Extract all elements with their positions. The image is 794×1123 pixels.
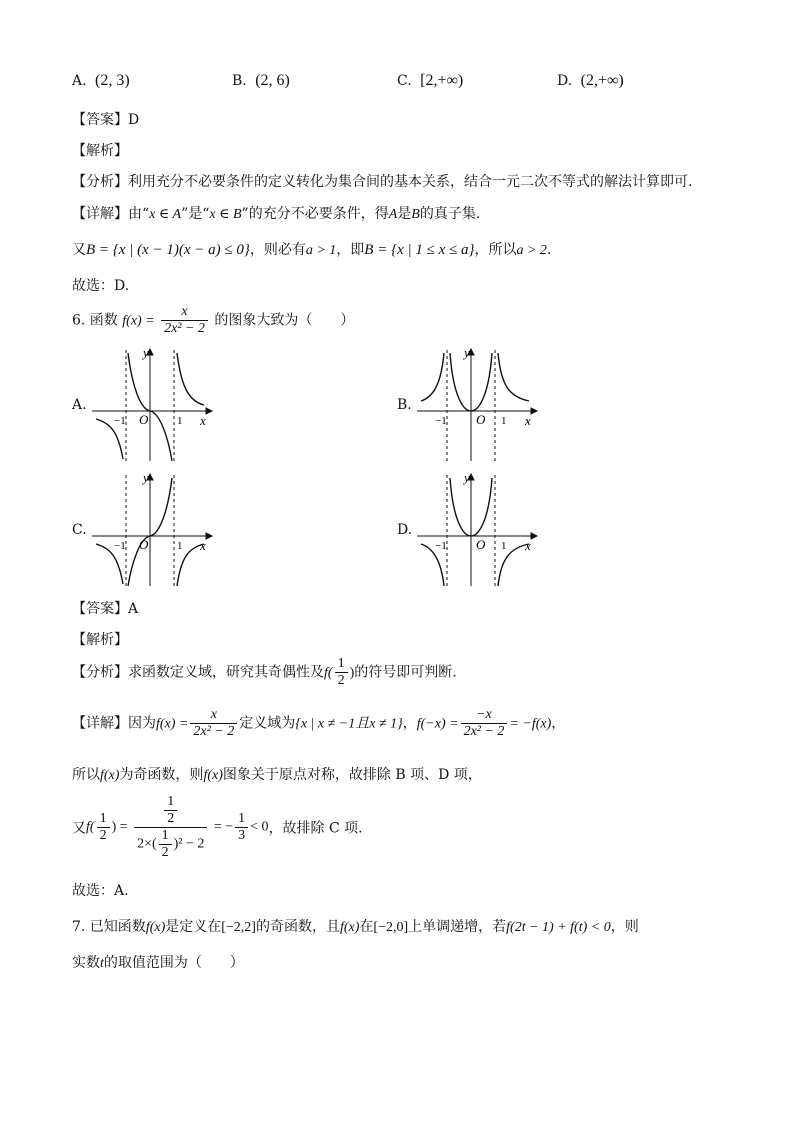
origin-label: O	[476, 412, 486, 427]
option-value: (2,+∞)	[580, 72, 624, 89]
q7-line2	[72, 952, 244, 972]
math: [−2,0]	[373, 920, 409, 935]
text: 求函数定义域，研究其奇偶性及	[128, 664, 324, 681]
math: B = {x | 1 ≤ x ≤ a}	[364, 242, 475, 258]
text: .	[546, 242, 552, 258]
denominator: 2	[99, 828, 107, 843]
text: 又	[72, 820, 86, 837]
numerator: 1	[235, 811, 248, 828]
option-value: (2, 6)	[255, 72, 290, 89]
math: A	[388, 207, 398, 222]
q6-line4	[72, 794, 363, 861]
math: x ∈ A	[149, 207, 182, 222]
text: 的真子集.	[419, 206, 481, 222]
tick-neg-one: −1	[114, 540, 126, 552]
math: [−2,2]	[221, 920, 256, 935]
fraction	[461, 707, 508, 740]
math: f(x)	[339, 920, 360, 935]
option-letter: A.	[72, 73, 87, 89]
math: f(x) =	[122, 313, 155, 329]
denominator: 3	[238, 828, 246, 843]
fenxi-text: 利用充分不必要条件的定义转化为集合间的基本关系，结合一元二次不等式的解法计算即可.	[128, 174, 693, 190]
q5-jiexi-line	[72, 140, 128, 160]
fraction	[190, 707, 237, 740]
graph-d	[413, 470, 543, 590]
text: 2×(	[137, 836, 157, 852]
graph-c	[88, 470, 218, 590]
option-value: (2, 3)	[95, 72, 130, 89]
q5-option-d	[557, 72, 624, 90]
text: ，则	[610, 919, 639, 935]
math: f(2t − 1) + f(t) < 0	[506, 920, 611, 935]
graph-b	[413, 345, 543, 465]
text: )² − 2	[173, 836, 205, 852]
q6-stem	[72, 304, 354, 337]
math: f(x)	[203, 768, 223, 783]
fraction	[235, 811, 248, 844]
text: ，故排除 C 项.	[268, 820, 363, 837]
y-axis-label: y	[464, 345, 470, 360]
text: 的奇函数，且	[255, 919, 340, 935]
jiexi-tag: 【解析】	[72, 143, 128, 159]
text: ，	[402, 715, 417, 732]
math: f(−x) =	[416, 716, 459, 732]
xiangjie-tag: 【详解】	[72, 206, 128, 222]
option-letter: B.	[232, 73, 247, 89]
origin-label: O	[476, 537, 486, 552]
math: x ∈ B	[209, 207, 242, 222]
math: = −	[213, 819, 234, 835]
tick-one: 1	[177, 540, 183, 552]
y-axis-label: y	[143, 470, 149, 485]
denominator: 2x² − 2	[164, 321, 205, 336]
fraction	[159, 828, 172, 861]
text: 是	[397, 206, 412, 222]
text: 7. 已知函数	[72, 919, 146, 935]
numerator: x	[161, 304, 208, 321]
x-axis-label: x	[525, 413, 531, 428]
numerator: 1	[335, 656, 348, 673]
fenxi-tag: 【分析】	[72, 664, 128, 681]
tick-neg-one: −1	[114, 415, 126, 427]
text: 的符号即可判断.	[354, 664, 457, 681]
math: )	[349, 665, 355, 681]
tick-neg-one: −1	[435, 540, 447, 552]
numerator: 1	[159, 828, 172, 845]
math: ) =	[111, 819, 128, 835]
math: f(x) =	[156, 716, 189, 732]
text: ，所以	[474, 242, 517, 258]
fenxi-tag: 【分析】	[72, 174, 128, 190]
x-axis-label: x	[200, 538, 206, 553]
graph-b-letter: B.	[397, 397, 412, 413]
big-numerator	[134, 794, 207, 828]
q6-guxuan	[72, 880, 129, 900]
math: f(	[324, 665, 333, 681]
text: 定义域为	[239, 715, 296, 732]
y-axis-label: y	[143, 345, 149, 360]
option-value: [2,+∞)	[420, 72, 464, 89]
fraction	[164, 794, 177, 827]
graph-a	[88, 345, 218, 465]
denominator: 2	[167, 811, 175, 826]
answer-tag: 【答案】	[72, 601, 128, 617]
big-denominator	[134, 828, 207, 861]
big-fraction	[134, 794, 207, 861]
graph-c-letter: C.	[72, 522, 87, 538]
text: ，即	[336, 242, 365, 258]
denominator: 2x² − 2	[463, 724, 505, 739]
origin-label: O	[139, 412, 149, 427]
answer-value: A	[128, 601, 139, 617]
text: 故选：A.	[72, 883, 129, 899]
numerator: 1	[97, 811, 110, 828]
math: B	[411, 207, 420, 222]
text: 在	[359, 919, 374, 935]
text: ”的充分不必要条件，得	[241, 206, 389, 222]
answer-value: D	[128, 112, 140, 128]
text: 的图象大致为（ ）	[214, 312, 355, 329]
text: 6. 函数	[72, 312, 118, 329]
text: 故选：D.	[72, 278, 130, 294]
answer-tag: 【答案】	[72, 112, 128, 128]
tick-one: 1	[501, 540, 507, 552]
q5-option-b	[232, 72, 290, 90]
math: a > 2	[516, 243, 547, 258]
q7-stem	[72, 916, 639, 936]
q5-answer-line	[72, 109, 139, 129]
text: 的取值范围为（ ）	[103, 955, 244, 971]
math: a > 1	[305, 243, 337, 258]
q5-guxuan	[72, 275, 129, 295]
text: 又	[72, 242, 86, 258]
text: 为奇函数，则	[119, 767, 204, 783]
q5-xiangjie-line	[72, 203, 480, 223]
fraction	[97, 811, 110, 844]
graph-a-letter: A.	[72, 397, 87, 413]
fraction	[161, 304, 208, 337]
math: f(x)	[100, 768, 120, 783]
math: f(x)	[145, 920, 166, 935]
tick-one: 1	[501, 415, 507, 427]
text: 实数	[72, 955, 100, 971]
math: B = {x | (x − 1)(x − a) ≤ 0}	[86, 242, 250, 258]
math: = −f(x)	[509, 716, 552, 732]
fraction	[335, 656, 348, 689]
text: ，则必有	[249, 242, 306, 258]
denominator: 2x² − 2	[193, 724, 235, 739]
q6-fenxi-line	[72, 656, 457, 689]
q5-fenxi-line	[72, 171, 692, 191]
math: t	[100, 956, 104, 971]
text: 上单调递增，若	[408, 919, 507, 935]
text: 由“	[128, 206, 150, 222]
q6-xiangjie-line	[72, 707, 565, 740]
text: 是定义在	[165, 919, 222, 935]
jiexi-tag: 【解析】	[72, 632, 128, 648]
x-axis-label: x	[525, 538, 531, 553]
q6-answer-line	[72, 598, 138, 618]
numerator: 1	[164, 794, 177, 811]
graph-d-letter: D.	[397, 522, 413, 538]
math: < 0	[250, 819, 269, 835]
q5-option-a	[72, 72, 130, 90]
text: ”是“	[181, 206, 210, 222]
math: {x | x ≠ −1且x ≠ 1}	[295, 716, 403, 732]
text: ，	[551, 715, 566, 732]
denominator: 2	[161, 845, 169, 860]
denominator: 2	[337, 673, 345, 688]
q5-line2	[72, 239, 551, 259]
numerator: −x	[461, 707, 508, 724]
origin-label: O	[139, 537, 149, 552]
q6-line3	[72, 764, 482, 784]
option-letter: C.	[397, 73, 412, 89]
q6-jiexi-line	[72, 629, 128, 649]
tick-one: 1	[177, 415, 183, 427]
q5-option-c	[397, 72, 463, 90]
text: 因为	[128, 715, 156, 732]
text: 所以	[72, 767, 100, 783]
y-axis-label: y	[464, 470, 470, 485]
xiangjie-tag: 【详解】	[72, 715, 128, 732]
tick-neg-one: −1	[435, 415, 447, 427]
text: 图象关于原点对称，故排除 B 项、D 项，	[222, 767, 482, 783]
math: f(	[86, 819, 95, 835]
numerator: x	[190, 707, 237, 724]
option-letter: D.	[557, 73, 573, 89]
x-axis-label: x	[200, 413, 206, 428]
